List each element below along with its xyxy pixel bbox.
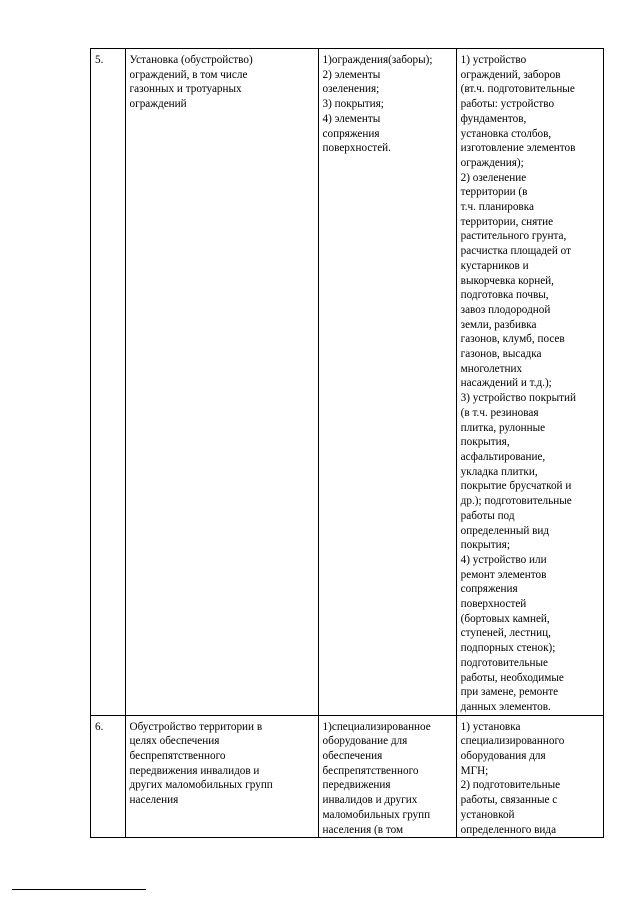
text-line: оборудование для [322,735,408,748]
text-line: покрытия; [460,539,510,552]
work-types [456,49,603,716]
text-line: территории (в [460,186,528,199]
text-line: 2) подготовительные [460,779,561,792]
work-types [456,715,603,838]
text-line: ограждений, в том числе [129,68,248,81]
text-line: ступеней, лестниц, [460,627,551,640]
text-line: газонов, клумб, посев [460,333,565,346]
text-line: 4) элементы [322,112,381,125]
text-line: озеленения; [322,83,380,96]
text-line: 3) покрытия; [322,98,384,111]
text-line: установка столбов, [460,127,552,140]
text-line: плитка, рулонные [460,421,546,434]
text-line: фундаментов, [460,112,527,125]
text-line: беспрепятственного [129,750,226,763]
text-line: работы, связанные с [460,794,558,807]
text-line: передвижения [322,779,391,792]
improvement-elements [318,715,456,838]
text-line: 1)ограждения(заборы); [322,54,433,66]
text-line: покрытия, [460,436,510,449]
text-line: сопряжения [322,127,380,140]
text-line: 1) установка [460,720,521,733]
text-line: кустарников и [460,259,529,272]
table-row [91,49,604,716]
text-line: др.); подготовительные [460,495,572,508]
row-number: 6. [91,715,126,838]
text-line: выкорчевка корней, [460,274,554,287]
text-line: укладка плитки, [460,465,538,478]
text-line: растительного грунта, [460,230,567,243]
text-line: 1)специализированное [322,720,431,733]
text-line: беспрепятственного [322,764,419,777]
text-line: газонов, высадка [460,348,542,361]
table-row [91,715,604,838]
text-line: 3) устройство покрытий [460,392,576,405]
works-table [90,48,604,838]
text-line: инвалидов и других [322,794,418,807]
text-line: территории, снятие [460,215,554,228]
text-line: других маломобильных групп [129,779,273,792]
text-line: определенный вид [460,524,550,537]
text-line: населения [129,794,179,807]
text-line: поверхностей. [322,142,391,155]
row-number: 5. [91,49,126,716]
text-line: (вт.ч. подготовительные [460,83,575,96]
text-line: покрытие брусчаткой и [460,480,572,493]
improvement-name [125,715,318,838]
text-line: 2) озеленение [460,171,527,184]
text-line: Обустройство территории в [129,720,263,733]
text-line: асфальтирование, [460,450,546,463]
text-line: подпорных стенок); [460,642,556,655]
text-line: работы под [460,509,515,522]
text-line: ограждений [129,98,187,111]
text-line: работы: устройство [460,98,555,111]
text-line: 2) элементы [322,68,381,81]
text-line: т.ч. планировка [460,201,534,214]
text-line: обеспечения [322,750,383,763]
text-line: МГН; [460,764,489,777]
text-line: 4) устройство или [460,553,547,566]
text-line: ограждений, заборов [460,68,561,81]
text-line: земли, разбивка [460,318,537,331]
text-line: оборудования для [460,750,546,763]
text-line: расчистка площадей от [460,245,571,258]
text-line: маломобильных групп [322,808,431,821]
text-line: при замене, ремонте [460,686,559,699]
improvement-name [125,49,318,716]
text-line: (бортовых камней, [460,612,550,625]
text-line: определенного вида [460,823,557,836]
text-line: поверхностей [460,598,527,611]
text-line: ограждения); [460,156,524,169]
text-line: газонных и тротуарных [129,83,242,96]
footnote-divider [12,889,146,890]
text-line: целях обеспечения [129,735,220,748]
text-line: населения (в том [322,823,404,836]
text-line: установкой [460,808,515,821]
text-line: 1) устройство [460,54,527,66]
text-line: сопряжения [460,583,518,596]
text-line: ремонт элементов [460,568,547,581]
text-line: подготовка почвы, [460,289,549,302]
text-line: передвижения инвалидов и [129,764,260,777]
text-line: многолетних [460,362,523,375]
text-line: работы, необходимые [460,671,564,684]
text-line: завоз плодородной [460,303,551,316]
text-line: подготовительные [460,656,548,669]
text-line: данных элементов. [460,700,551,713]
text-line: (в т.ч. резиновая [460,406,539,419]
improvement-elements [318,49,456,716]
text-line: изготовление элементов [460,142,576,155]
text-line: насаждений и т.д.); [460,377,552,390]
text-line: специализированного [460,735,565,748]
text-line: Установка (обустройство) [129,54,253,66]
